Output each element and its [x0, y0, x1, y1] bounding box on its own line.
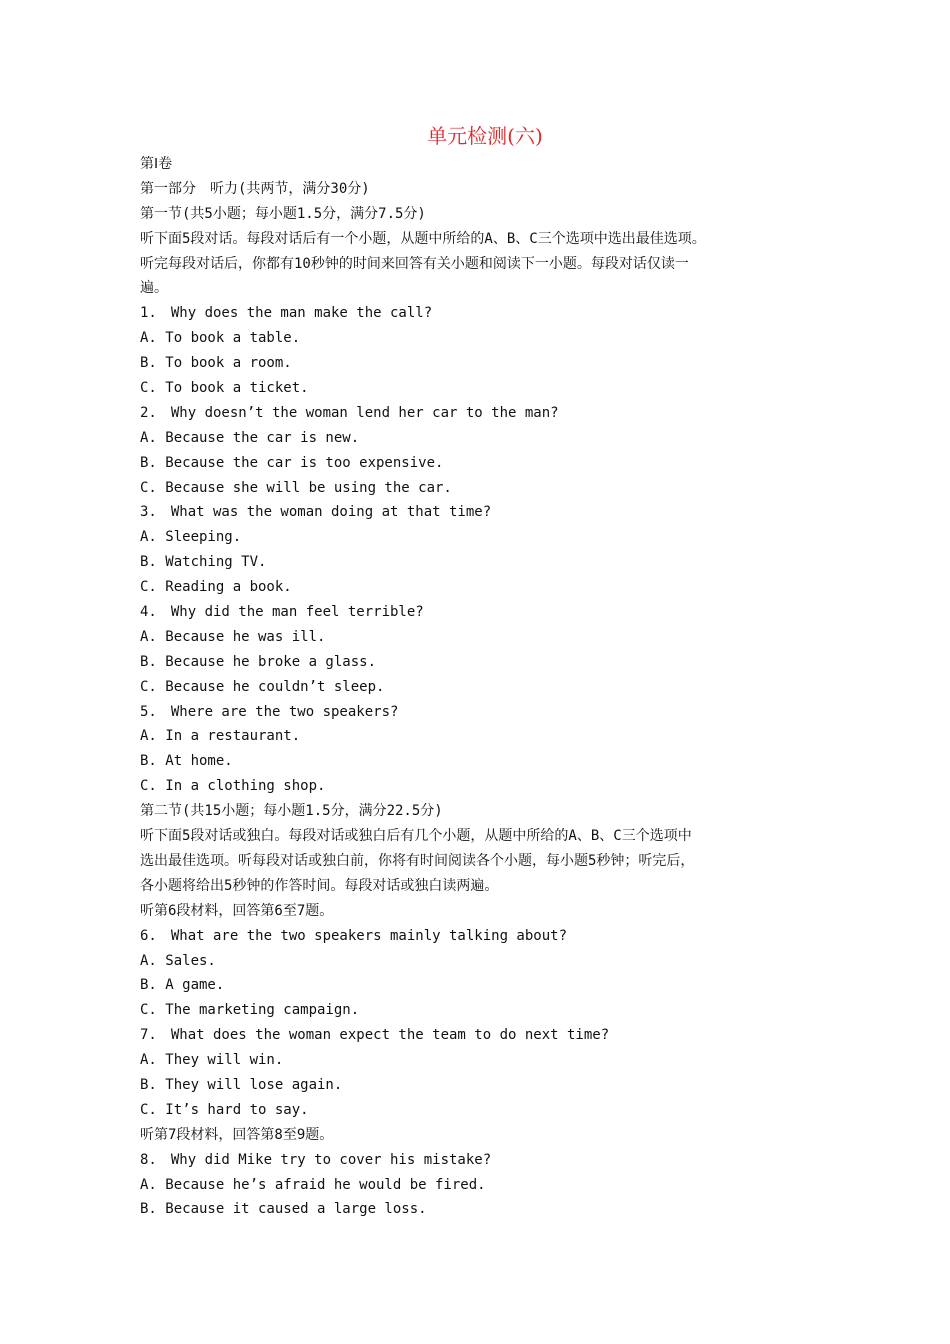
text-line: A. Because the car is new. [140, 429, 360, 446]
text-line: 第二节(共15小题；每小题1.5分，满分22.5分) [140, 803, 443, 820]
text-line: C. Reading a book. [140, 579, 292, 596]
text-line: 各小题将给出5秒钟的作答时间。每段对话或独白读两遍。 [140, 877, 499, 894]
text-line: 6. What are the two speakers mainly talking about? [140, 927, 568, 944]
text-line: 选出最佳选项。听每段对话或独白前，你将有时间阅读各个小题，每小题5秒钟；听完后， [140, 852, 695, 869]
text-line: 8. Why did Mike try to cover his mistake? [140, 1151, 492, 1168]
text-line: 1. Why does the man make the call? [140, 305, 433, 322]
text-line: A. In a restaurant. [140, 728, 301, 745]
text-line: C. To book a ticket. [140, 380, 309, 397]
text-line: 听完每段对话后，你都有10秒钟的时间来回答有关小题和阅读下一小题。每段对话仅读一 [140, 255, 689, 272]
text-line: 5. Where are the two speakers? [140, 703, 399, 720]
text-line: 3. What was the woman doing at that time? [140, 504, 492, 521]
text-line: C. The marketing campaign. [140, 1002, 360, 1019]
text-line: 听下面5段对话。每段对话后有一个小题，从题中所给的A、B、C三个选项中选出最佳选项。 [140, 230, 706, 247]
text-line: B. Because it caused a large loss. [140, 1201, 427, 1218]
text-line: B. At home. [140, 753, 233, 770]
text-line: 听下面5段对话或独白。每段对话或独白后有几个小题，从题中所给的A、B、C三个选项中 [140, 828, 692, 845]
text-line: A. They will win. [140, 1052, 284, 1069]
text-line: 听第6段材料，回答第6至7题。 [140, 902, 334, 919]
text-line: C. In a clothing shop. [140, 778, 326, 795]
text-line: 第一部分 听力(共两节，满分30分) [140, 180, 370, 197]
text-line: 4. Why did the man feel terrible? [140, 604, 424, 621]
text-line: A. Because he’s afraid he would be fired. [140, 1176, 486, 1193]
text-line: A. Because he was ill. [140, 628, 326, 645]
document-page [140, 120, 830, 1222]
text-line: C. It’s hard to say. [140, 1101, 309, 1118]
document-body [140, 152, 830, 1222]
text-line: C. Because he couldn’t sleep. [140, 678, 385, 695]
text-line: A. To book a table. [140, 330, 301, 347]
text-line: 7. What does the woman expect the team to do next time? [140, 1027, 610, 1044]
text-line: B. A game. [140, 977, 225, 994]
text-line: B. Because the car is too expensive. [140, 454, 444, 471]
text-line: 听第7段材料，回答第8至9题。 [140, 1126, 334, 1143]
text-line: B. Because he broke a glass. [140, 653, 377, 670]
text-line: 遍。 [140, 280, 168, 297]
text-line: 2. Why doesn’t the woman lend her car to the man? [140, 404, 559, 421]
text-line: B. They will lose again. [140, 1076, 343, 1093]
document-title: 单元检测(六) [427, 124, 543, 148]
text-line: A. Sales. [140, 952, 216, 969]
text-line: B. Watching TV. [140, 554, 267, 571]
text-line: 第一节(共5小题；每小题1.5分，满分7.5分) [140, 205, 426, 222]
text-line: 第Ⅰ卷 [140, 156, 173, 172]
text-line: A. Sleeping. [140, 529, 242, 546]
text-line: C. Because she will be using the car. [140, 479, 452, 496]
text-line: B. To book a room. [140, 355, 292, 372]
